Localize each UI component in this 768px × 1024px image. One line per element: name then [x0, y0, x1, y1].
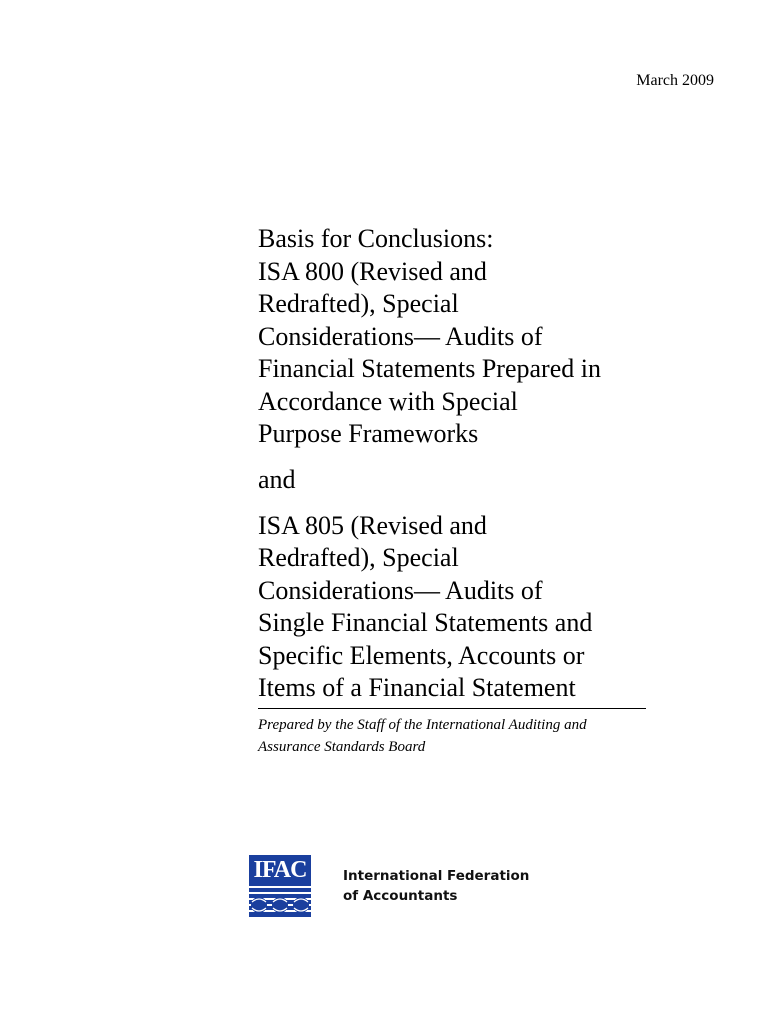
globe-lines-icon: [249, 883, 311, 917]
title-line: Financial Statements Prepared in: [258, 354, 601, 383]
title-line: ISA 800 (Revised and: [258, 256, 487, 286]
organization-name-line: International Federation: [343, 868, 530, 884]
logo-mark-text: IFAC: [253, 857, 307, 883]
title-part-isa-800: [258, 223, 648, 451]
title-line: Considerations— Audits of: [258, 321, 543, 351]
title-line: Redrafted), Special: [258, 543, 459, 572]
title-line: Single Financial Statements and: [258, 608, 593, 637]
ifac-logo-icon: [249, 855, 311, 917]
title-line: Specific Elements, Accounts or: [258, 640, 585, 670]
publisher-branding: [249, 855, 529, 917]
title-line: Items of a Financial Statement: [258, 673, 576, 702]
document-title: [258, 223, 648, 758]
title-line: Basis for Conclusions:: [258, 224, 494, 253]
prepared-by-note: [258, 714, 648, 758]
title-line: Accordance with Special: [258, 386, 518, 416]
organization-name-line: of Accountants: [343, 888, 458, 904]
title-line: Purpose Frameworks: [258, 419, 479, 448]
title-line: ISA 805 (Revised and: [258, 510, 487, 540]
title-connector: and: [258, 464, 296, 494]
title-divider: [258, 708, 646, 709]
title-line: Redrafted), Special: [258, 289, 459, 318]
prepared-by-line: Assurance Standards Board: [258, 738, 426, 755]
title-part-isa-805: [258, 510, 648, 705]
title-line: Considerations— Audits of: [258, 575, 543, 605]
document-date: March 2009: [636, 72, 714, 89]
prepared-by-line: Prepared by the Staff of the International Auditing and: [258, 716, 587, 733]
organization-name: [343, 866, 529, 906]
